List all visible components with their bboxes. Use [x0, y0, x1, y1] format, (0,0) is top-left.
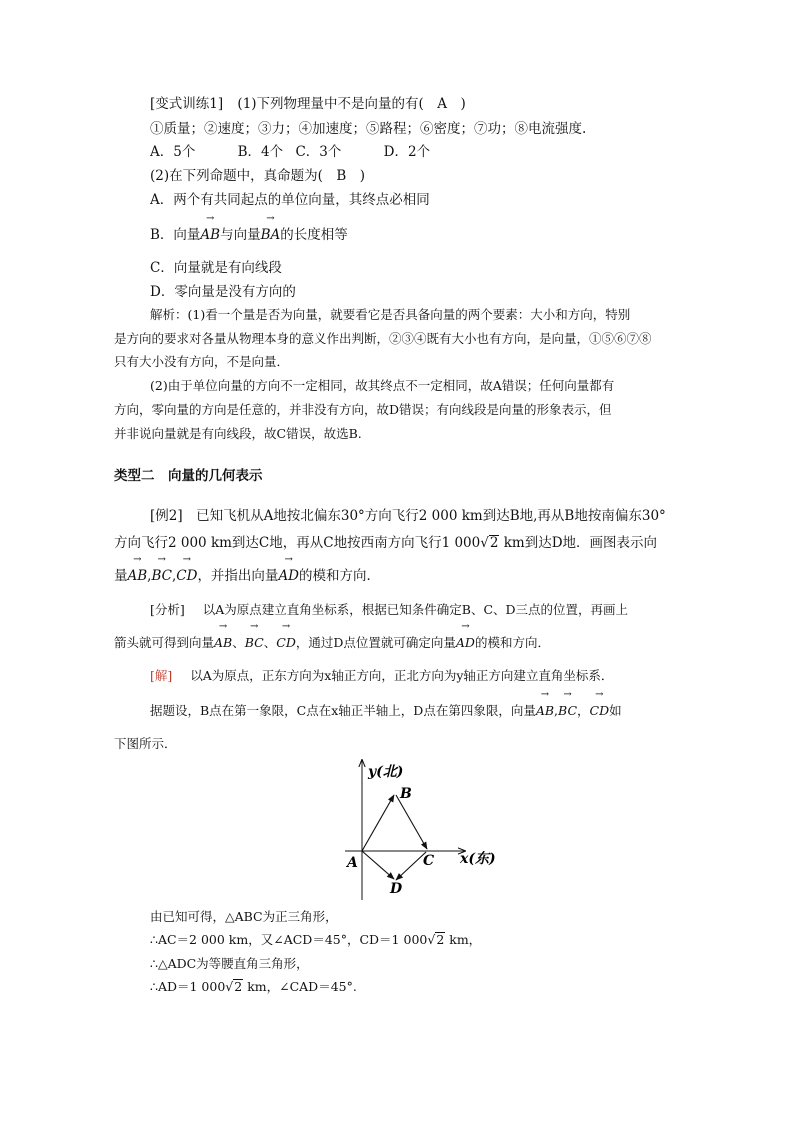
question-2-option-a: A．两个有共同起点的单位向量，其终点必相同: [150, 192, 430, 208]
vector-diagram: [330, 755, 520, 905]
separator: 、: [263, 635, 277, 650]
exercise-question-1: [150, 94, 466, 114]
vector-cd: → CD: [276, 633, 296, 653]
vector-cd-arrow: [396, 852, 426, 880]
option-d: D．2个: [383, 144, 431, 160]
conclusion-line-1: 由已知可得，△ABC为正三角形，: [150, 909, 338, 924]
sqrt-value: 2: [234, 979, 243, 994]
line-3-prefix: 量: [114, 568, 128, 584]
conclusion-4-prefix: ∴AD＝1 000: [150, 979, 226, 994]
comma: ,: [171, 568, 177, 584]
analysis-text: 以A为原点建立直角坐标系，根据已知条件确定B、C、D三点的位置，再画上: [202, 602, 629, 617]
solution-2-line-1: (2)由于单位向量的方向不一定相同，故其终点不一定相同，故A错误；任何向量都有: [150, 378, 615, 393]
comma: ,: [147, 568, 152, 584]
analysis-suffix: 的模和方向．: [474, 635, 550, 650]
line-3-suffix: 的模和方向．: [299, 568, 381, 584]
vector-ab: → AB: [128, 566, 148, 586]
example-2-line-3: [114, 566, 380, 586]
conclusion-line-3: ∴△ADC为等腰直角三角形，: [150, 956, 309, 971]
option-b-prefix: B．向量: [150, 227, 201, 243]
point-c-label: C: [423, 853, 435, 869]
vector-bc: → BC: [151, 566, 172, 586]
sqrt-value: 2: [436, 932, 445, 947]
question-1-options: [150, 142, 430, 162]
solution-text: 以A为原点，正东方向为x轴正方向，正北方向为y轴正方向建立直角坐标系．: [190, 668, 614, 683]
vector-ab-arrow: [362, 795, 394, 851]
line-2-prefix: 方向飞行2 000 km到达C地，再从C地按西南方向飞行1 000: [114, 535, 481, 551]
point-a-label: A: [347, 855, 358, 871]
analysis-prefix: 箭头就可得到向量: [114, 635, 215, 650]
vector-ab: → AB: [536, 701, 554, 721]
vector-ad: → AD: [278, 566, 299, 586]
analysis-label: [分析]: [150, 602, 185, 617]
vector-ad: → AD: [456, 633, 475, 653]
y-axis-label: y(北): [368, 764, 404, 780]
vector-bc-arrow: [396, 795, 427, 849]
comma: ，: [577, 703, 590, 718]
analysis-line-2: [114, 633, 550, 653]
option-a: A．5个: [150, 144, 196, 160]
conclusion-2-prefix: ∴AC＝2 000 km，又∠ACD＝45°，CD＝1 000: [150, 932, 428, 947]
vector-cd: → CD: [176, 566, 197, 586]
sqrt-value: 2: [489, 535, 499, 551]
analysis-line-1: [150, 600, 628, 620]
solution-suffix: 如: [609, 703, 622, 718]
solution-line-3: 下图所示．: [114, 736, 177, 751]
option-b-mid: 与向量: [220, 227, 261, 243]
question-2-option-d: D．零向量是没有方向的: [150, 284, 296, 300]
question-2-text: (2)在下列命题中，真命题为( B ): [150, 168, 366, 184]
solution-prefix: 据题设，B点在第一象限，C点在x轴正半轴上，D点在第四象限，向量: [150, 703, 536, 718]
conclusion-2-suffix: km，: [445, 932, 482, 947]
example-2-line-1: [例2] 已知飞机从A地按北偏东30°方向飞行2 000 km到达B地,再从B地按南偏东30°: [150, 508, 666, 524]
comma: ,: [554, 703, 559, 718]
line-3-mid: ，并指出向量: [197, 568, 279, 584]
vector-ab: → AB: [200, 225, 220, 245]
x-axis-label: x(东): [460, 851, 496, 867]
example-2-line-2: 方向飞行2 000 km到达C地，再从C地按西南方向飞行1 000√2 km到达D地．画图表示向: [114, 535, 658, 551]
solution-1-line-3: 只有大小没有方向，不是向量．: [114, 354, 290, 369]
vector-ba: → BA: [261, 225, 281, 245]
line-2-suffix: km到达D地．画图表示向: [499, 535, 658, 551]
solution-2-line-2: 方向，零向量的方向是任意的，并非没有方向，故D错误；有向线段是向量的形象表示，但: [114, 402, 612, 417]
vector-cd: → CD: [590, 701, 610, 721]
analysis-mid: ，通过D点位置就可确定向量: [295, 635, 456, 650]
solution-1-line-1: 解析：(1)看一个量是否为向量，就要看它是否具备向量的两个要素：大小和方向，特别: [150, 307, 631, 322]
exercise-label: [变式训练1]: [150, 96, 224, 112]
question-1-text: (1)下列物理量中不是向量的有( A ): [237, 96, 466, 112]
question-1-items: ①质量；②速度；③力；④加速度；⑤路程；⑥密度；⑦功；⑧电流强度.: [150, 121, 587, 137]
vector-ad-arrow: [362, 851, 394, 879]
section-title: 类型二 向量的几何表示: [114, 468, 263, 484]
solution-2-line-3: 并非说向量就是有向线段，故C错误，故选B.: [114, 426, 362, 441]
question-2-option-b: [150, 225, 348, 245]
point-b-label: B: [400, 786, 412, 802]
solution-line-1: [150, 666, 613, 686]
conclusion-line-2: ∴AC＝2 000 km，又∠ACD＝45°，CD＝1 000√2 km，: [150, 932, 482, 947]
solution-label: [解]: [150, 668, 173, 683]
option-c: C．3个: [295, 144, 342, 160]
conclusion-line-4: ∴AD＝1 000√2 km，∠CAD＝45°.: [150, 979, 357, 994]
vector-bc: → BC: [558, 701, 577, 721]
vector-bc: → BC: [245, 633, 264, 653]
option-b: B．4个: [237, 144, 284, 160]
point-d-label: D: [390, 881, 403, 897]
vector-ab: → AB: [214, 633, 232, 653]
conclusion-4-suffix: km，∠CAD＝45°.: [243, 979, 357, 994]
question-2-option-c: C．向量就是有向线段: [150, 260, 282, 276]
option-b-suffix: 的长度相等: [280, 227, 348, 243]
solution-line-2: [150, 701, 622, 721]
separator: 、: [232, 635, 245, 650]
solution-1-line-2: 是方向的要求对各量从物理本身的意义作出判断，②③④既有大小也有方向，是向量，①⑤⑥⑦⑧: [114, 331, 652, 346]
